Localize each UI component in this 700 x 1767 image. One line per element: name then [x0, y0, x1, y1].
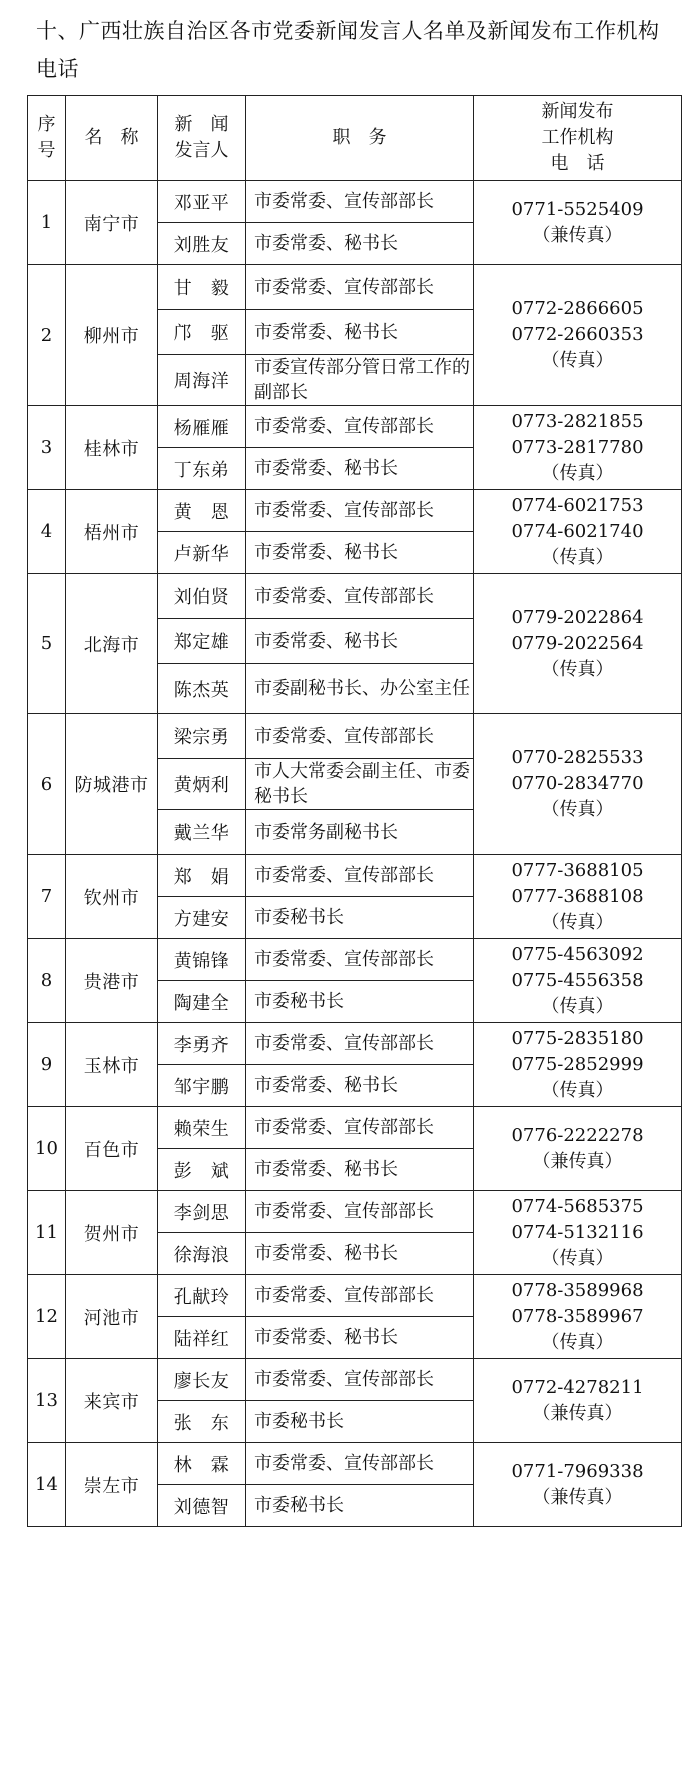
spokesperson-position: 市委秘书长 — [246, 981, 474, 1023]
header-phone-line: 电 话 — [550, 153, 605, 174]
spokesperson-name: 刘伯贤 — [158, 574, 246, 619]
office-phone — [474, 181, 682, 265]
spokesperson-name: 邹宇鹏 — [158, 1065, 246, 1107]
spokesperson-name: 赖荣生 — [158, 1107, 246, 1149]
spokesperson-position: 市委常务副秘书长 — [246, 810, 474, 855]
phone-line: 0774-5685375 — [511, 1195, 644, 1217]
header-index-line: 号 — [37, 140, 56, 161]
city-name: 南宁市 — [66, 181, 158, 265]
page-title: 十、广西壮族自治区各市党委新闻发言人名单及新闻发布工作机构电话 — [36, 19, 660, 81]
row-index: 6 — [28, 714, 66, 855]
table-row — [28, 714, 682, 759]
spokesperson-name: 郑定雄 — [158, 619, 246, 664]
office-phone — [474, 855, 682, 939]
spokesperson-position: 市委常委、宣传部部长 — [246, 1191, 474, 1233]
spokesperson-name: 甘 毅 — [158, 265, 246, 310]
spokesperson-name: 徐海浪 — [158, 1233, 246, 1275]
spokesperson-position: 市委常委、秘书长 — [246, 1317, 474, 1359]
phone-line: 0770-2825533 — [511, 747, 644, 768]
city-name: 柳州市 — [66, 265, 158, 406]
city-name: 防城港市 — [66, 714, 158, 855]
row-index: 9 — [28, 1023, 66, 1107]
office-phone — [474, 406, 682, 490]
phone-line: 0772-2660353 — [511, 324, 644, 345]
spokesperson-position: 市委常委、宣传部部长 — [246, 1107, 474, 1149]
spokesperson-name: 陆祥红 — [158, 1317, 246, 1359]
spokesperson-name: 林 霖 — [158, 1443, 246, 1485]
spokesperson-position: 市委常委、宣传部部长 — [246, 1275, 474, 1317]
spokesperson-name: 郑 娟 — [158, 855, 246, 897]
phone-line: （传真） — [541, 1079, 614, 1101]
phone-line: （兼传真） — [532, 1486, 623, 1508]
spokesperson-position: 市委常委、宣传部部长 — [246, 406, 474, 448]
spokesperson-name: 黄锦锋 — [158, 939, 246, 981]
spokesperson-position: 市委常委、宣传部部长 — [246, 1023, 474, 1065]
phone-line: 0772-2866605 — [511, 298, 644, 319]
phone-line: 0773-2821855 — [511, 410, 644, 432]
spokesperson-position: 市委秘书长 — [246, 1485, 474, 1527]
spokesperson-name: 刘德智 — [158, 1485, 246, 1527]
header-spokesperson-line: 发言人 — [174, 140, 229, 161]
row-index: 8 — [28, 939, 66, 1023]
phone-line: （兼传真） — [532, 224, 623, 246]
phone-line: （兼传真） — [532, 1150, 623, 1172]
city-name: 北海市 — [66, 574, 158, 714]
spokesperson-name: 陶建全 — [158, 981, 246, 1023]
row-index: 12 — [28, 1275, 66, 1359]
phone-line: （传真） — [541, 799, 614, 820]
table-row — [28, 265, 682, 310]
row-index: 13 — [28, 1359, 66, 1443]
phone-line: （传真） — [541, 350, 614, 371]
phone-line: （传真） — [541, 658, 614, 680]
row-index: 11 — [28, 1191, 66, 1275]
phone-line: 0774-5132116 — [511, 1221, 644, 1243]
header-position: 职 务 — [246, 96, 474, 181]
spokesperson-table — [27, 95, 682, 1527]
office-phone — [474, 1023, 682, 1107]
spokesperson-position: 市委常委、宣传部部长 — [246, 574, 474, 619]
table-row — [28, 1107, 682, 1149]
table-row — [28, 406, 682, 448]
city-name: 百色市 — [66, 1107, 158, 1191]
city-name: 钦州市 — [66, 855, 158, 939]
city-name: 贵港市 — [66, 939, 158, 1023]
phone-line: 0770-2834770 — [511, 773, 644, 794]
table-row — [28, 1191, 682, 1233]
spokesperson-name: 黄炳利 — [158, 759, 246, 810]
spokesperson-position: 市委常委、宣传部部长 — [246, 1359, 474, 1401]
phone-line: （传真） — [541, 462, 614, 484]
spokesperson-position: 市委常委、秘书长 — [246, 1065, 474, 1107]
spokesperson-name: 李剑思 — [158, 1191, 246, 1233]
row-index: 4 — [28, 490, 66, 574]
table-row — [28, 574, 682, 619]
row-index: 5 — [28, 574, 66, 714]
row-index: 14 — [28, 1443, 66, 1527]
office-phone — [474, 490, 682, 574]
spokesperson-name: 杨雁雁 — [158, 406, 246, 448]
phone-line: （传真） — [541, 1247, 614, 1269]
phone-line: （兼传真） — [532, 1402, 623, 1424]
spokesperson-position: 市委常委、秘书长 — [246, 448, 474, 490]
spokesperson-position: 市委常委、秘书长 — [246, 310, 474, 355]
header-phone-line: 工作机构 — [541, 127, 614, 148]
office-phone — [474, 574, 682, 714]
row-index: 7 — [28, 855, 66, 939]
city-name: 河池市 — [66, 1275, 158, 1359]
spokesperson-position: 市委宣传部分管日常工作的副部长 — [246, 355, 474, 406]
office-phone — [474, 1107, 682, 1191]
office-phone — [474, 714, 682, 855]
city-name: 来宾市 — [66, 1359, 158, 1443]
table-row — [28, 1443, 682, 1485]
header-spokesperson — [158, 96, 246, 181]
phone-line: 0778-3589968 — [511, 1279, 644, 1301]
city-name: 崇左市 — [66, 1443, 158, 1527]
phone-line: 0774-6021753 — [511, 494, 644, 516]
spokesperson-position: 市委常委、宣传部部长 — [246, 1443, 474, 1485]
spokesperson-position: 市委常委、秘书长 — [246, 1233, 474, 1275]
spokesperson-name: 黄 恩 — [158, 490, 246, 532]
spokesperson-position: 市委秘书长 — [246, 1401, 474, 1443]
phone-line: 0779-2022564 — [511, 632, 644, 654]
phone-line: （传真） — [541, 911, 614, 933]
row-index: 10 — [28, 1107, 66, 1191]
spokesperson-name: 邓亚平 — [158, 181, 246, 223]
spokesperson-name: 张 东 — [158, 1401, 246, 1443]
office-phone — [474, 1443, 682, 1527]
phone-line: 0771-7969338 — [511, 1460, 644, 1482]
spokesperson-position: 市委常委、秘书长 — [246, 1149, 474, 1191]
spokesperson-name: 方建安 — [158, 897, 246, 939]
phone-line: 0777-3688105 — [511, 859, 644, 881]
phone-line: （传真） — [541, 546, 614, 568]
spokesperson-name: 卢新华 — [158, 532, 246, 574]
table-row — [28, 181, 682, 223]
phone-line: 0774-6021740 — [511, 520, 644, 542]
row-index: 1 — [28, 181, 66, 265]
spokesperson-position: 市委秘书长 — [246, 897, 474, 939]
office-phone — [474, 1275, 682, 1359]
spokesperson-position: 市委常委、秘书长 — [246, 223, 474, 265]
table-row — [28, 855, 682, 897]
office-phone — [474, 939, 682, 1023]
spokesperson-name: 梁宗勇 — [158, 714, 246, 759]
spokesperson-name: 彭 斌 — [158, 1149, 246, 1191]
table-header-row — [28, 96, 682, 181]
header-index-line: 序 — [37, 114, 56, 135]
city-name: 梧州市 — [66, 490, 158, 574]
spokesperson-position: 市委常委、宣传部部长 — [246, 714, 474, 759]
phone-line: 0775-4563092 — [511, 943, 644, 965]
spokesperson-position: 市委副秘书长、办公室主任 — [246, 664, 474, 714]
table-row — [28, 490, 682, 532]
spokesperson-position: 市委常委、秘书长 — [246, 532, 474, 574]
table-row — [28, 1023, 682, 1065]
spokesperson-name: 李勇齐 — [158, 1023, 246, 1065]
phone-line: （传真） — [541, 1331, 614, 1353]
spokesperson-position: 市委常委、宣传部部长 — [246, 265, 474, 310]
spokesperson-name: 邝 驱 — [158, 310, 246, 355]
city-name: 贺州市 — [66, 1191, 158, 1275]
office-phone — [474, 1191, 682, 1275]
phone-line: 0775-4556358 — [511, 969, 644, 991]
spokesperson-position: 市委常委、宣传部部长 — [246, 490, 474, 532]
phone-line: 0775-2852999 — [511, 1053, 644, 1075]
table-row — [28, 1275, 682, 1317]
table-row — [28, 1359, 682, 1401]
spokesperson-position: 市委常委、宣传部部长 — [246, 181, 474, 223]
row-index: 2 — [28, 265, 66, 406]
spokesperson-name: 戴兰华 — [158, 810, 246, 855]
office-phone — [474, 265, 682, 406]
table-body — [28, 181, 682, 1527]
spokesperson-name: 刘胜友 — [158, 223, 246, 265]
spokesperson-name: 丁东弟 — [158, 448, 246, 490]
spokesperson-position: 市委常委、宣传部部长 — [246, 855, 474, 897]
city-name: 玉林市 — [66, 1023, 158, 1107]
row-index: 3 — [28, 406, 66, 490]
spokesperson-position: 市委常委、秘书长 — [246, 619, 474, 664]
city-name: 桂林市 — [66, 406, 158, 490]
office-phone — [474, 1359, 682, 1443]
header-city: 名 称 — [66, 96, 158, 181]
phone-line: 0779-2022864 — [511, 606, 644, 628]
spokesperson-position: 市人大常委会副主任、市委秘书长 — [246, 759, 474, 810]
phone-line: （传真） — [541, 995, 614, 1017]
phone-line: 0775-2835180 — [511, 1027, 644, 1049]
spokesperson-name: 孔献玲 — [158, 1275, 246, 1317]
phone-line: 0771-5525409 — [511, 198, 644, 220]
phone-line: 0777-3688108 — [511, 885, 644, 907]
header-index — [28, 96, 66, 181]
phone-line: 0778-3589967 — [511, 1305, 644, 1327]
spokesperson-name: 廖长友 — [158, 1359, 246, 1401]
spokesperson-position: 市委常委、宣传部部长 — [246, 939, 474, 981]
header-phone-line: 新闻发布 — [541, 101, 614, 122]
phone-line: 0773-2817780 — [511, 436, 644, 458]
phone-line: 0772-4278211 — [511, 1376, 644, 1398]
header-phone — [474, 96, 682, 181]
header-spokesperson-line: 新 闻 — [174, 114, 229, 135]
spokesperson-name: 周海洋 — [158, 355, 246, 406]
table-row — [28, 939, 682, 981]
phone-line: 0776-2222278 — [511, 1124, 644, 1146]
spokesperson-name: 陈杰英 — [158, 664, 246, 714]
